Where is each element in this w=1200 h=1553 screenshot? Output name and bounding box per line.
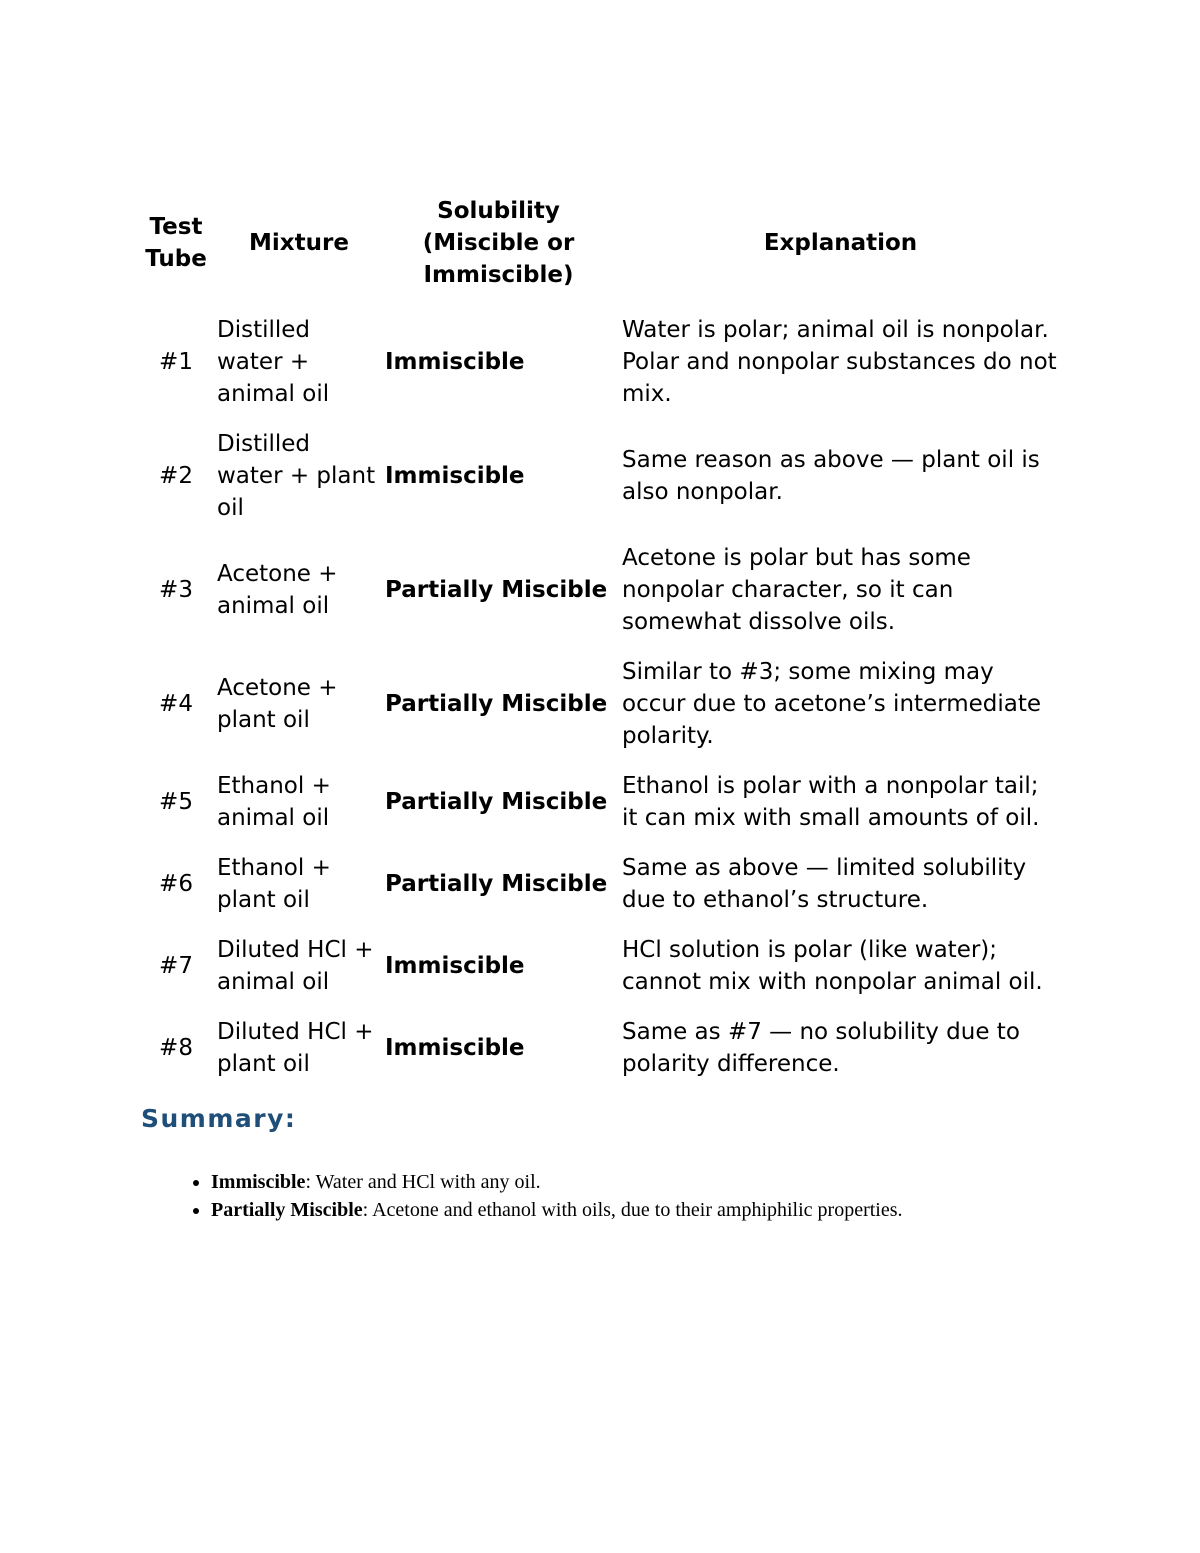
solubility-cell: Partially Miscible [385,789,608,815]
tube-cell: #4 [159,691,193,717]
list-item [211,1196,903,1224]
tube-cell: #7 [159,953,193,979]
table-row [137,647,1067,761]
explanation-cell: Ethanol is polar with a nonpolar tail; it can mix with small amounts of oil. [622,773,1040,831]
tube-cell: #8 [159,1035,193,1061]
tube-cell: #5 [159,789,193,815]
tube-cell: #6 [159,871,193,897]
tube-cell: #1 [159,349,193,375]
mixture-cell: Diluted HCl + plant oil [217,1019,374,1077]
table-row [137,419,1067,533]
explanation-cell: Acetone is polar but has some nonpolar character, so it can somewhat dissolve oils. [622,545,971,635]
header-explanation: Explanation [763,230,918,256]
explanation-cell: Same as above — limited solubility due to ethanol’s structure. [622,855,1027,913]
mixture-cell: Distilled water + animal oil [217,317,330,407]
explanation-cell: Similar to #3; some mixing may occur due to acetone’s intermediate polarity. [622,659,1042,749]
solubility-cell: Partially Miscible [385,871,608,897]
mixture-cell: Diluted HCl + animal oil [217,937,374,995]
summary-list [174,1168,903,1224]
table-row [137,305,1067,419]
mixture-cell: Acetone + plant oil [217,675,338,733]
table-header-row [137,190,1067,305]
mixture-cell: Ethanol + plant oil [217,855,331,913]
solubility-cell: Immiscible [385,1035,525,1061]
table-row [137,761,1067,843]
tube-cell: #3 [159,577,193,603]
solubility-cell: Partially Miscible [385,577,608,603]
list-item [211,1168,903,1196]
table-row [137,1007,1067,1089]
summary-heading: Summary: [141,1104,297,1133]
summary-term: Partially Miscible [211,1199,363,1221]
table-row [137,533,1067,647]
explanation-cell: Same reason as above — plant oil is also nonpolar. [622,447,1040,505]
solubility-cell: Immiscible [385,463,525,489]
summary-term: Immiscible [211,1171,306,1193]
header-test-tube: Test Tube [145,214,207,272]
explanation-cell: HCl solution is polar (like water); cannot mix with nonpolar animal oil. [622,937,1043,995]
summary-text: : Acetone and ethanol with oils, due to their amphiphilic properties. [362,1199,903,1221]
summary-text: : Water and HCl with any oil. [305,1171,541,1193]
table-row [137,843,1067,925]
explanation-cell: Water is polar; animal oil is nonpolar. Polar and nonpolar substances do not mix. [622,317,1057,407]
tube-cell: #2 [159,463,193,489]
table-row [137,925,1067,1007]
explanation-cell: Same as #7 — no solubility due to polarity difference. [622,1019,1020,1077]
solubility-table [137,190,1067,1089]
solubility-cell: Immiscible [385,349,525,375]
mixture-cell: Distilled water + plant oil [217,431,376,521]
header-mixture: Mixture [249,230,349,256]
mixture-cell: Acetone + animal oil [217,561,338,619]
solubility-cell: Partially Miscible [385,691,608,717]
solubility-cell: Immiscible [385,953,525,979]
header-solubility: Solubility (Miscible or Immiscible) [422,198,575,288]
mixture-cell: Ethanol + animal oil [217,773,331,831]
